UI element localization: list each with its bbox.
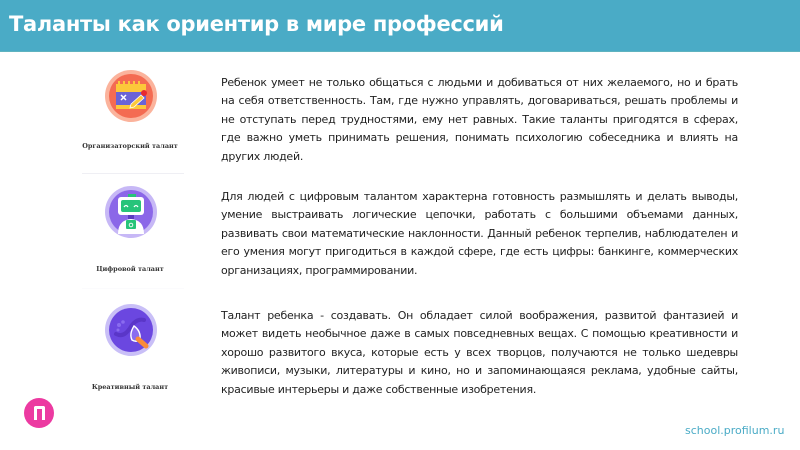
divider xyxy=(82,173,184,174)
talent-label: Креативный талант xyxy=(91,383,169,391)
talent-description-creative: Талант ребенка - создавать. Он обладает силой воображения, развитой фантазией и может видеть необычное даже в самых повседневных вещах. С помощью креативности и хорошо развитого вкуса, которые есть у всех творцов, получаются не только шедевры живописи, музыки, литературы и кино, но и запоминающаяся реклама, удобные сайты, красивые интерьеры и даже собственные изобретения. xyxy=(221,309,738,396)
talent-description-organizational: Ребенок умеет не только общаться с людьми и добиваться от них желаемого, но и брать на себя ответственность. Там, где нужно управлять, договариваться, решать проблемы и не отступать перед трудностями, ему нет равных. Такие таланты пригодятся в сферах, где важно уметь принимать решения, понимать психологию собеседника и влиять на других людей. xyxy=(221,76,738,163)
page-title: Таланты как ориентир в мире профессий xyxy=(9,12,504,36)
talent-card-digital xyxy=(60,180,200,290)
talent-label: Цифровой талант xyxy=(96,265,164,273)
talent-label: Организаторский талант xyxy=(82,142,178,150)
paintbrush-icon xyxy=(105,304,157,356)
header-bar xyxy=(0,0,800,52)
calendar-pencil-icon xyxy=(105,70,157,122)
divider xyxy=(82,288,184,289)
talent-card-creative xyxy=(60,298,200,408)
talent-description-digital: Для людей с цифровым талантом характерна готовность размышлять и делать выводы, умение выстраивать логические цепочки, работать с большими объемами данных, развивать свои математические наклонности. Данный ребенок терпелив, наблюдателен и его умения могут пригодиться в каждой сфере, где есть цифры: банкинге, коммерческих организациях, программировании. xyxy=(221,190,738,277)
profilum-logo[interactable] xyxy=(24,398,54,428)
site-link[interactable]: school.profilum.ru xyxy=(685,424,785,437)
robot-icon xyxy=(105,186,157,238)
talent-card-organizational xyxy=(60,62,200,172)
logo-letter-icon xyxy=(34,406,45,420)
